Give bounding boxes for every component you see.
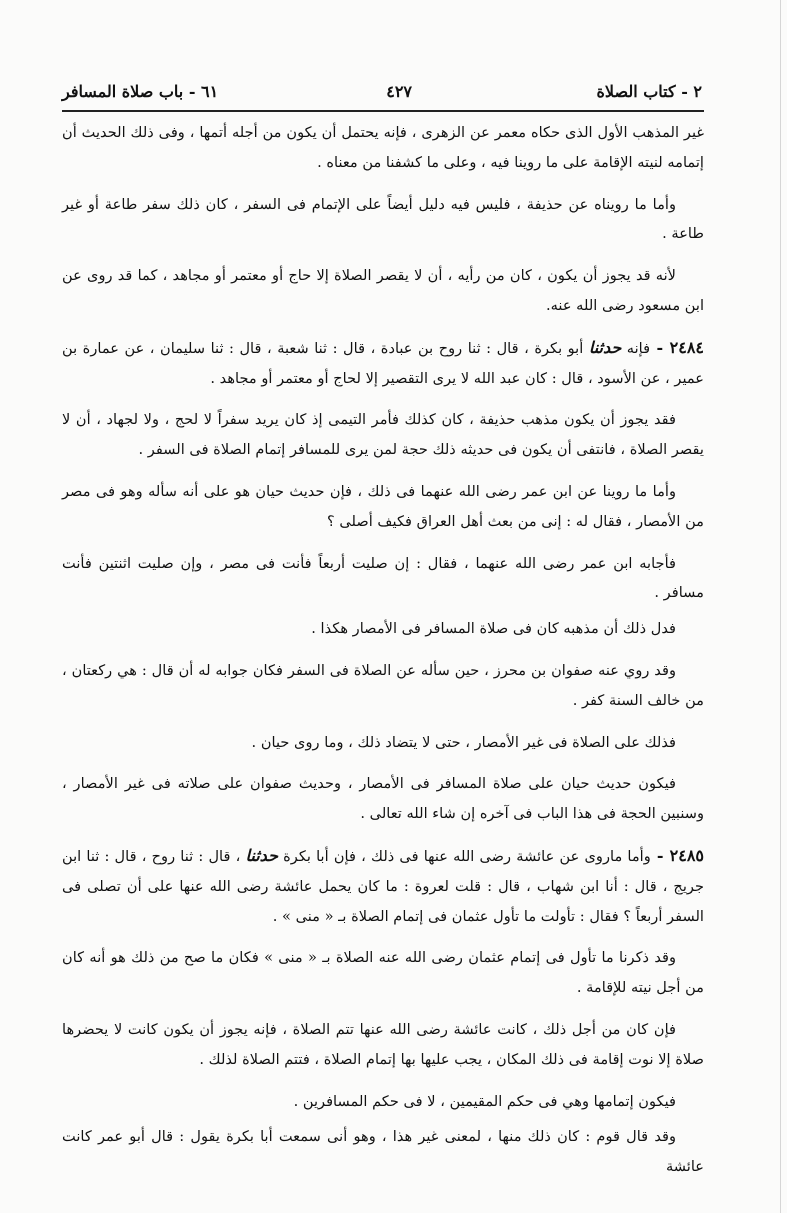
paragraph: فدل ذلك أن مذهبه كان فى صلاة المسافر فى الأمصار هكذا . [311,620,676,638]
chapter-title: ٦١ - باب صلاة المسافر [62,82,219,101]
hadith-number: ٢٤٨٥ - [650,845,705,865]
paragraph: فيكون إتمامها وهي فى حكم المقيمين ، لا فى حكم المسافرين . [293,1092,676,1110]
haddathana-mark: حدثنا [588,337,622,357]
hadith-paragraph: ٢٤٨٤ - فإنه حدثنا أبو بكرة ، قال : ثنا روح بن عبادة ، قال : ثنا شعبة ، قال : ثنا سليمان ، عن عمارة بن عمير ، عن الأسود ، قال : كان عبد الله لا يرى التقصير إلا لحاج أو معتمر أو مجاهد . [62,337,704,387]
scan-edge-line [780,0,781,1213]
paragraph: وقد قال قوم : كان ذلك منها ، لمعنى غير هذا ، وهو أنى سمعت أبا بكرة يقول : قال أبو عمر كانت عائشة [62,1128,704,1176]
hadith-number: ٢٤٨٤ - [650,337,704,357]
page-number: ٤٢٧ [386,82,412,101]
paragraph: فقد يجوز أن يكون مذهب حذيفة ، كان كذلك فأمر التيمى إذ كان يريد سفراً لا لحج ، ولا لجهاد ، أن لا يقصر الصلاة ، فانتفى أن يكون فى حديثه ذلك حجة لمن يرى للمسافر إتمام الصلاة فى السفر . [62,411,704,459]
paragraph: لأنه قد يجوز أن يكون ، كان من رأيه ، أن لا يقصر الصلاة إلا حاج أو معتمر أو مجاهد ، كما قد روى عن ابن مسعود رضى الله عنه. [62,267,704,314]
paragraph: وقد روي عنه صفوان بن محرز ، حين سأله عن الصلاة فى السفر فكان جوابه له أن قال : هي ركعتان ، من خالف السنة كفر . [62,661,704,709]
book-title: ٢ - كتاب الصلاة [596,82,702,101]
page-body [62,118,704,1194]
header-divider [62,110,704,112]
hadith-paragraph: ٢٤٨٥ - وأما ماروى عن عائشة رضى الله عنها فى ذلك ، فإن أبا بكرة حدثنا ، قال : ثنا روح ، قال : ثنا ابن جريج ، قال : أنا ابن شهاب ، قال : قلت لعروة : ما كان يحمل عائشة رضى الله عنها على أن تصلى فى السفر أربعاً ؟ فقال : تأولت ما تأول عثمان فى إتمام الصلاة بـ « منى » . [62,845,705,925]
paragraph: فيكون حديث حيان على صلاة المسافر فى الأمصار ، وحديث صفوان على صلاته فى غير الأمصار ، وسنبين الحجة فى هذا الباب فى آخره إن شاء الله تعالى . [62,775,704,823]
paragraph: وأما ما رويناه عن حذيفة ، فليس فيه دليل أيضاً على الإتمام فى السفر ، كان ذلك سفر طاعة أو غير طاعة . [62,195,704,243]
paragraph: فإن كان من أجل ذلك ، كانت عائشة رضى الله عنها تتم الصلاة ، فإنه يجوز أن يكون كانت لا يحضرها صلاة إلا نوت إقامة فى ذلك المكان ، يجب عليها بها إتمام الصلاة ، فتتم الصلاة لذلك . [62,1020,704,1068]
paragraph: غير المذهب الأول الذى حكاه معمر عن الزهرى ، فإنه يحتمل أن يكون من أجله أتمها ، وفى ذلك الحديث أن إتمامه لنيته الإقامة على ما روينا فيه ، وعلى ما كشفنا من معناه . [62,124,704,171]
paragraph: فأجابه ابن عمر رضى الله عنهما ، فقال : إن صليت أربعاً فأنت فى مصر ، وإن صليت اثنتين فأنت مسافر . [62,554,704,602]
paragraph: فذلك على الصلاة فى غير الأمصار ، حتى لا يتضاد ذلك ، وما روى حيان . [251,733,676,751]
page-header [62,78,702,106]
paragraph: وقد ذكرنا ما تأول فى إتمام عثمان رضى الله عنه الصلاة بـ « منى » فكان ما صح من ذلك هو أنه كان من أجل نيته للإقامة . [62,949,704,997]
paragraph: وأما ما روينا عن ابن عمر رضى الله عنهما فى ذلك ، فإن حديث حيان هو على أنه سأله وهو فى مصر من الأمصار ، فقال له : إنى من بعث أهل العراق فكيف أصلى ؟ [62,482,704,530]
haddathana-mark: حدثنا [245,845,278,865]
